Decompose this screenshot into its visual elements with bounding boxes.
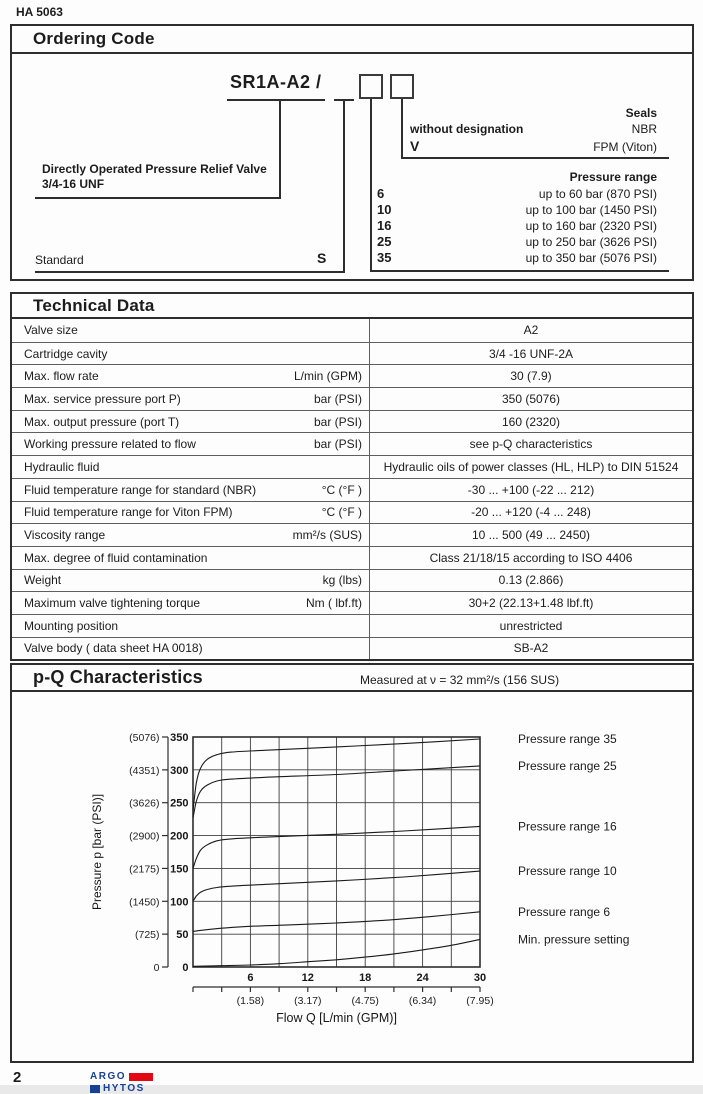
- code-slot-box-1: [359, 74, 383, 99]
- y-tick-label-bar: 200: [170, 830, 189, 843]
- x-tick-label-gpm: (1.58): [236, 995, 265, 1007]
- table-row: [12, 637, 692, 660]
- connector-seals: [401, 99, 403, 159]
- table-row: [12, 319, 692, 342]
- pressure-range-value: up to 160 bar (2320 PSI): [525, 219, 657, 233]
- pressure-range-header: Pressure range: [569, 170, 657, 184]
- row-label: Fluid temperature range for standard (NBR): [24, 482, 257, 497]
- row-label: Fluid temperature range for Viton FPM): [24, 505, 233, 520]
- pressure-range-value: up to 100 bar (1450 PSI): [525, 203, 657, 217]
- pressure-range-value: up to 250 bar (3626 PSI): [525, 235, 657, 249]
- legend-label: Min. pressure setting: [518, 932, 630, 947]
- row-value: Class 21/18/15 according to ISO 4406: [429, 550, 633, 565]
- row-label: Hydraulic fluid: [24, 459, 100, 474]
- pressure-range-row: [377, 218, 657, 233]
- row-value: A2: [523, 323, 539, 338]
- x-tick-label-gpm: (7.95): [466, 995, 494, 1007]
- y-tick-label-bar: 250: [170, 797, 189, 810]
- pressure-range-row: [377, 202, 657, 217]
- row-label: Cartridge cavity: [24, 346, 108, 361]
- ordering-code-diagram: [10, 54, 694, 281]
- x-tick-label-lmin: 6: [247, 972, 254, 984]
- pq-chart: [85, 715, 685, 1027]
- y-tick-label-bar: 150: [170, 863, 189, 876]
- x-tick-label-gpm: (3.17): [294, 995, 322, 1007]
- pressure-range-code: 10: [377, 202, 392, 217]
- pressure-range-value: up to 350 bar (5076 PSI): [525, 251, 657, 265]
- seals-rule: [401, 157, 669, 159]
- x-tick-label-gpm: (6.34): [408, 995, 437, 1007]
- row-label: Valve body ( data sheet HA 0018): [24, 641, 203, 656]
- y-tick-label-psi: (2900): [129, 830, 160, 843]
- technical-data-title: Technical Data: [33, 295, 155, 315]
- x-tick-label-lmin: 30: [473, 972, 487, 984]
- y-tick-label-bar: 350: [170, 732, 189, 744]
- table-row: [12, 364, 692, 387]
- doc-number: HA 5063: [16, 5, 63, 19]
- product-callout-line1: Directly Operated Pressure Relief Valve: [42, 162, 267, 176]
- y-tick-label-psi: (4351): [129, 764, 160, 777]
- standard-code: S: [317, 250, 327, 266]
- y-axis-title: Pressure p [bar (PSI)]: [90, 793, 104, 911]
- table-row: [12, 546, 692, 569]
- row-label: Max. output pressure (port T): [24, 414, 180, 429]
- row-value: see p-Q characteristics: [469, 437, 593, 452]
- row-value: 3/4 -16 UNF-2A: [488, 346, 574, 361]
- row-value: Hydraulic oils of power classes (HL, HLP) to DIN 51524: [383, 459, 679, 474]
- row-unit: kg (lbs): [322, 573, 362, 588]
- standard-rule: [35, 271, 344, 273]
- row-value: -20 ... +120 (-4 ... 248): [471, 505, 591, 520]
- table-row: [12, 387, 692, 410]
- technical-data-table: [10, 319, 694, 661]
- connector-pressure-range: [370, 99, 372, 272]
- table-row: [12, 614, 692, 637]
- row-label: Working pressure related to flow: [24, 437, 196, 452]
- seals-option-value: NBR: [631, 122, 657, 136]
- product-callout-line2: 3/4-16 UNF: [42, 177, 105, 191]
- x-tick-label-lmin: 12: [301, 972, 314, 984]
- pressure-range-rule: [370, 270, 669, 272]
- product-callout: [42, 162, 267, 192]
- seals-option-code: without designation: [410, 122, 524, 136]
- logo-red-rect: [129, 1073, 153, 1081]
- logo-blue-rect: [90, 1085, 100, 1093]
- seals-option-code: V: [410, 138, 420, 154]
- row-value: 30+2 (22.13+1.48 lbf.ft): [468, 596, 594, 611]
- seals-option-row: [410, 138, 657, 154]
- code-underline: [227, 99, 325, 101]
- pressure-range-code: 25: [377, 234, 392, 249]
- legend-label: Pressure range 25: [518, 758, 617, 773]
- legend-label: Pressure range 6: [518, 904, 611, 919]
- pq-measured-at: Measured at ν = 32 mm²/s (156 SUS): [360, 673, 560, 687]
- legend-label: Pressure range 10: [518, 864, 617, 879]
- table-row: [12, 569, 692, 592]
- pressure-range-code: 35: [377, 250, 392, 265]
- legend-label: Pressure range 16: [518, 819, 617, 834]
- row-value: 350 (5076): [501, 391, 561, 406]
- pq-header: [10, 663, 694, 692]
- argo-hytos-logo: [90, 1071, 153, 1094]
- table-row: [12, 342, 692, 365]
- ordering-code-text: SR1A-A2 /: [230, 72, 322, 92]
- ordering-code-title: Ordering Code: [33, 29, 155, 48]
- legend-label: Pressure range 35: [518, 731, 617, 746]
- row-value: unrestricted: [499, 618, 563, 633]
- row-unit: bar (PSI): [313, 391, 362, 406]
- logo-word-argo: ARGO: [90, 1071, 126, 1082]
- pq-title: p-Q Characteristics: [33, 667, 203, 687]
- row-value: -30 ... +100 (-22 ... 212): [467, 482, 595, 497]
- table-row: [12, 410, 692, 433]
- seals-option-row: [410, 122, 657, 136]
- table-row: [12, 478, 692, 501]
- pressure-range-row: [377, 250, 657, 265]
- table-row: [12, 501, 692, 524]
- row-label: Max. service pressure port P): [24, 391, 181, 406]
- table-row: [12, 591, 692, 614]
- row-label: Max. degree of fluid contamination: [24, 550, 208, 565]
- y-tick-label-psi: (2175): [129, 863, 160, 876]
- product-callout-rule: [35, 197, 280, 199]
- logo-word-hytos: HYTOS: [103, 1083, 145, 1094]
- pressure-range-row: [377, 186, 657, 201]
- pressure-range-value: up to 60 bar (870 PSI): [538, 187, 657, 201]
- standard-label: Standard: [35, 253, 84, 267]
- seals-option-value: FPM (Viton): [593, 140, 657, 154]
- row-value: SB-A2: [513, 641, 549, 656]
- seals-header: Seals: [625, 106, 657, 120]
- row-unit: bar (PSI): [313, 414, 362, 429]
- row-value: 160 (2320): [501, 414, 561, 429]
- page-number: 2: [13, 1069, 22, 1086]
- x-tick-label-lmin: 18: [359, 972, 372, 984]
- x-tick-label-gpm: (4.75): [351, 995, 379, 1007]
- row-label: Max. flow rate: [24, 369, 99, 384]
- y-tick-label-bar: 50: [176, 929, 189, 942]
- ordering-code-header: [10, 24, 694, 54]
- row-unit: L/min (GPM): [293, 369, 362, 384]
- x-axis-title: Flow Q [L/min (GPM)]: [276, 1011, 397, 1025]
- connector-standard: [343, 101, 345, 273]
- y-tick-label-psi: (1450): [129, 896, 160, 909]
- technical-data-header: [10, 292, 694, 319]
- connector-product: [279, 101, 281, 199]
- row-unit: °C (°F ): [321, 482, 362, 497]
- table-row: [12, 455, 692, 478]
- row-label: Valve size: [24, 323, 78, 338]
- y-tick-label-psi: (725): [134, 929, 160, 942]
- row-label: Maximum valve tightening torque: [24, 596, 201, 611]
- row-value: 10 ... 500 (49 ... 2450): [471, 528, 591, 543]
- y-tick-label-psi: 0: [153, 962, 160, 974]
- y-tick-label-psi: (5076): [129, 732, 160, 744]
- pressure-range-code: 6: [377, 186, 385, 201]
- y-tick-label-bar: 100: [170, 896, 189, 909]
- row-label: Weight: [24, 573, 62, 588]
- row-unit: °C (°F ): [321, 505, 362, 520]
- x-tick-label-lmin: 24: [416, 972, 429, 984]
- row-unit: Nm ( lbf.ft): [306, 596, 362, 611]
- row-unit: bar (PSI): [313, 437, 362, 452]
- pressure-range-code: 16: [377, 218, 392, 233]
- table-row: [12, 523, 692, 546]
- row-label: Viscosity range: [24, 528, 106, 543]
- pressure-range-row: [377, 234, 657, 249]
- y-tick-label-bar: 300: [170, 764, 189, 777]
- row-value: 30 (7.9): [510, 369, 552, 384]
- code-slot-box-2: [390, 74, 414, 99]
- row-value: 0.13 (2.866): [498, 573, 564, 588]
- row-unit: mm²/s (SUS): [292, 528, 362, 543]
- y-tick-label-bar: 0: [182, 962, 189, 974]
- table-row: [12, 432, 692, 455]
- y-tick-label-psi: (3626): [129, 797, 160, 810]
- row-label: Mounting position: [24, 618, 119, 633]
